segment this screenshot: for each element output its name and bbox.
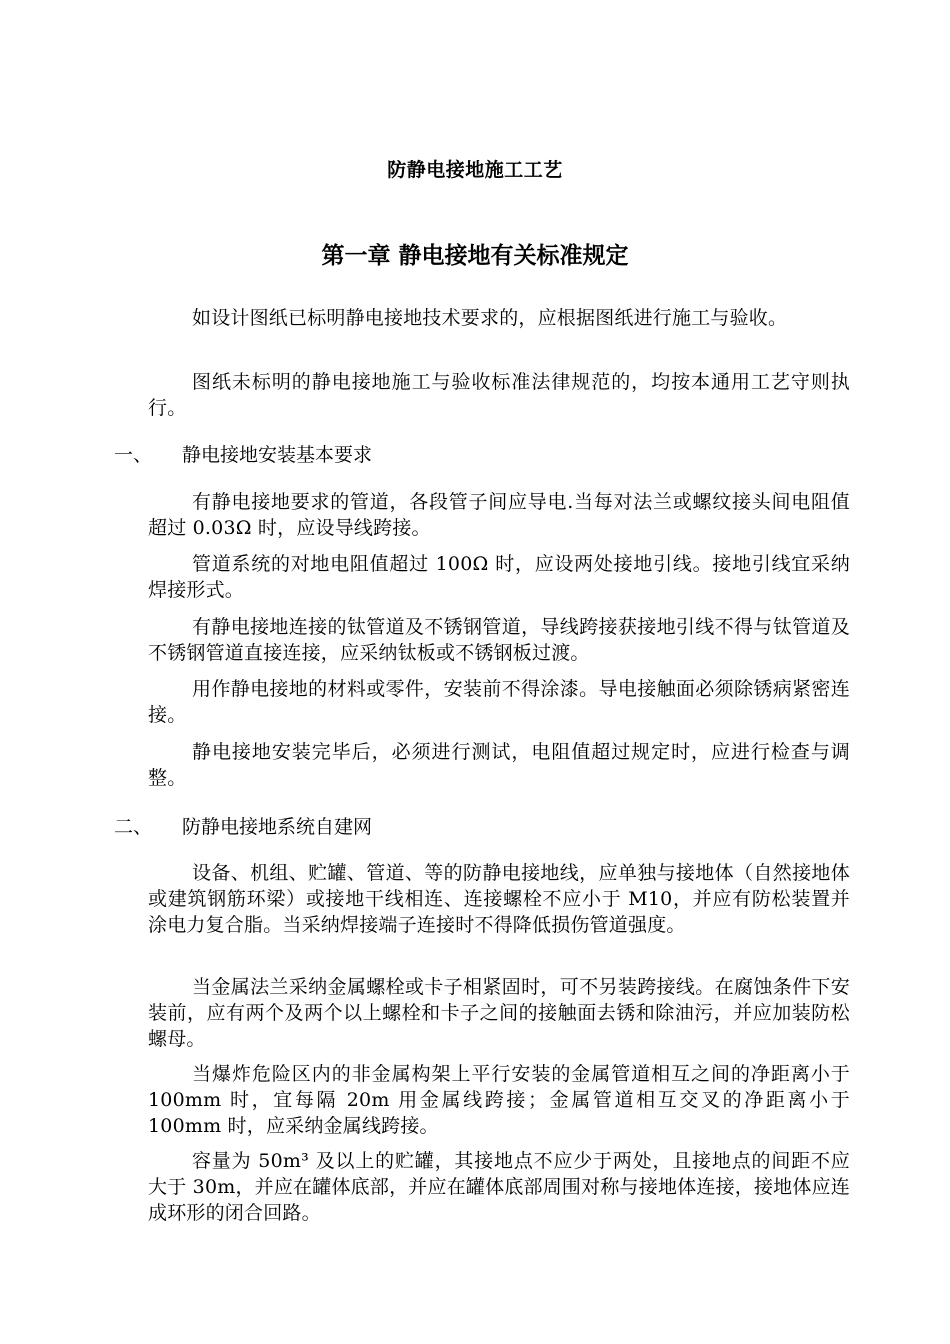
section-number: 一、 (114, 444, 153, 466)
section-2-paragraph-3: 当爆炸危险区内的非金属构架上平行安装的金属管道相互之间的净距离小于 100mm 时，宜每隔 20m 用金属线跨接；金属管道相互交叉的净距离小于 100mm 时，应采纳金属线跨接。 (148, 1063, 850, 1137)
section-1-paragraph-2: 管道系统的对地电阻值超过 100Ω 时，应设两处接地引线。接地引线宜采纳焊接形式。 (148, 553, 850, 601)
section-heading-text: 静电接地安装基本要求 (182, 444, 373, 466)
section-1-paragraph-1: 有静电接地要求的管道，各段管子间应导电.当每对法兰或螺纹接头间电阻值超过 0.03Ω 时，应设导线跨接。 (148, 491, 850, 539)
section-heading-text: 防静电接地系统自建网 (182, 816, 373, 838)
section-heading-2 (114, 814, 372, 840)
chapter-title: 第一章 静电接地有关标准规定 (321, 243, 629, 269)
section-2-paragraph-2: 当金属法兰采纳金属螺栓或卡子相紧固时，可不另装跨接线。在腐蚀条件下安装前，应有两个及两个以上螺栓和卡子之间的接触面去锈和除油污，并应加装防松螺母。 (148, 976, 850, 1050)
section-1-paragraph-5: 静电接地安装完毕后，必须进行测试，电阻值超过规定时，应进行检查与调整。 (148, 741, 850, 789)
intro-paragraph-2: 图纸未标明的静电接地施工与验收标准法律规范的，均按本通用工艺守则执行。 (148, 371, 850, 419)
section-heading-1 (114, 442, 372, 468)
document-title: 防静电接地施工工艺 (387, 159, 563, 181)
section-1-paragraph-3: 有静电接地连接的钛管道及不锈钢管道，导线跨接获接地引线不得与钛管道及不锈钢管道直接连接，应采纳钛板或不锈钢板过渡。 (148, 616, 850, 664)
section-number: 二、 (114, 816, 153, 838)
section-1-paragraph-4: 用作静电接地的材料或零件，安装前不得涂漆。导电接触面必须除锈病紧密连接。 (148, 678, 850, 726)
section-2-paragraph-4: 容量为 50m³ 及以上的贮罐，其接地点不应少于两处，且接地点的间距不应大于 30m，并应在罐体底部，并应在罐体底部周围对称与接地体连接，接地体应连成环形的闭合回路。 (148, 1150, 850, 1224)
intro-paragraph-1: 如设计图纸已标明静电接地技术要求的，应根据图纸进行施工与验收。 (192, 307, 788, 329)
section-2-paragraph-1: 设备、机组、贮罐、管道、等的防静电接地线，应单独与接地体（自然接地体或建筑钢筋环梁）或接地干线相连、连接螺栓不应小于 M10，并应有防松装置并涂电力复合脂。当采纳焊接端子连接时不得降低损伤管道强度。 (148, 862, 850, 936)
